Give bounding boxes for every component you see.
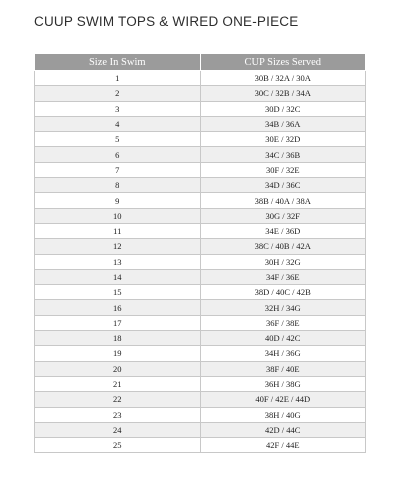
cup-sizes-cell: 30G / 32F — [200, 208, 366, 223]
swim-size-cell: 20 — [35, 361, 201, 376]
swim-size-cell: 17 — [35, 315, 201, 330]
cup-sizes-cell: 34F / 36E — [200, 269, 366, 284]
table-row — [35, 331, 366, 346]
swim-size-cell: 23 — [35, 407, 201, 422]
column-header-swim-size: Size In Swim — [35, 54, 201, 71]
cup-sizes-cell: 34B / 36A — [200, 116, 366, 131]
swim-size-cell: 13 — [35, 254, 201, 269]
table-row — [35, 269, 366, 284]
cup-sizes-cell: 36H / 38G — [200, 376, 366, 391]
cup-sizes-cell: 38F / 40E — [200, 361, 366, 376]
cup-sizes-cell: 38C / 40B / 42A — [200, 239, 366, 254]
table-row — [35, 86, 366, 101]
cup-sizes-cell: 42F / 44E — [200, 438, 366, 453]
swim-size-cell: 8 — [35, 178, 201, 193]
table-row — [35, 223, 366, 238]
column-header-cup-sizes: CUP Sizes Served — [200, 54, 366, 71]
cup-sizes-cell: 30H / 32G — [200, 254, 366, 269]
table-row — [35, 300, 366, 315]
table-row — [35, 132, 366, 147]
table-row — [35, 407, 366, 422]
swim-size-cell: 15 — [35, 285, 201, 300]
cup-sizes-cell: 30F / 32E — [200, 162, 366, 177]
cup-sizes-cell: 34E / 36D — [200, 223, 366, 238]
cup-sizes-cell: 34H / 36G — [200, 346, 366, 361]
cup-sizes-cell: 38B / 40A / 38A — [200, 193, 366, 208]
size-chart-table — [34, 53, 366, 453]
cup-sizes-cell: 38D / 40C / 42B — [200, 285, 366, 300]
swim-size-cell: 3 — [35, 101, 201, 116]
swim-size-cell: 22 — [35, 392, 201, 407]
swim-size-cell: 9 — [35, 193, 201, 208]
cup-sizes-cell: 30C / 32B / 34A — [200, 86, 366, 101]
swim-size-cell: 10 — [35, 208, 201, 223]
table-row — [35, 438, 366, 453]
cup-sizes-cell: 34C / 36B — [200, 147, 366, 162]
cup-sizes-cell: 36F / 38E — [200, 315, 366, 330]
swim-size-cell: 18 — [35, 331, 201, 346]
table-row — [35, 392, 366, 407]
table-row — [35, 116, 366, 131]
table-row — [35, 254, 366, 269]
cup-sizes-cell: 30E / 32D — [200, 132, 366, 147]
table-row — [35, 346, 366, 361]
swim-size-cell: 7 — [35, 162, 201, 177]
table-row — [35, 361, 366, 376]
swim-size-cell: 4 — [35, 116, 201, 131]
swim-size-cell: 5 — [35, 132, 201, 147]
swim-size-cell: 16 — [35, 300, 201, 315]
table-row — [35, 208, 366, 223]
table-row — [35, 101, 366, 116]
swim-size-cell: 25 — [35, 438, 201, 453]
table-row — [35, 376, 366, 391]
swim-size-cell: 2 — [35, 86, 201, 101]
swim-size-cell: 1 — [35, 71, 201, 86]
table-row — [35, 71, 366, 86]
cup-sizes-cell: 38H / 40G — [200, 407, 366, 422]
page-title: CUUP SWIM TOPS & WIRED ONE-PIECE — [34, 14, 299, 29]
cup-sizes-cell: 30D / 32C — [200, 101, 366, 116]
table-row — [35, 239, 366, 254]
swim-size-cell: 19 — [35, 346, 201, 361]
cup-sizes-cell: 40F / 42E / 44D — [200, 392, 366, 407]
swim-size-cell: 11 — [35, 223, 201, 238]
table-row — [35, 178, 366, 193]
table-row — [35, 285, 366, 300]
cup-sizes-cell: 30B / 32A / 30A — [200, 71, 366, 86]
table-body — [35, 71, 366, 453]
table-row — [35, 315, 366, 330]
table-row — [35, 422, 366, 437]
table-header-row — [35, 54, 366, 71]
table-row — [35, 193, 366, 208]
cup-sizes-cell: 34D / 36C — [200, 178, 366, 193]
swim-size-cell: 21 — [35, 376, 201, 391]
table-row — [35, 147, 366, 162]
swim-size-cell: 6 — [35, 147, 201, 162]
swim-size-cell: 24 — [35, 422, 201, 437]
swim-size-cell: 14 — [35, 269, 201, 284]
cup-sizes-cell: 42D / 44C — [200, 422, 366, 437]
swim-size-cell: 12 — [35, 239, 201, 254]
cup-sizes-cell: 40D / 42C — [200, 331, 366, 346]
table-row — [35, 162, 366, 177]
cup-sizes-cell: 32H / 34G — [200, 300, 366, 315]
